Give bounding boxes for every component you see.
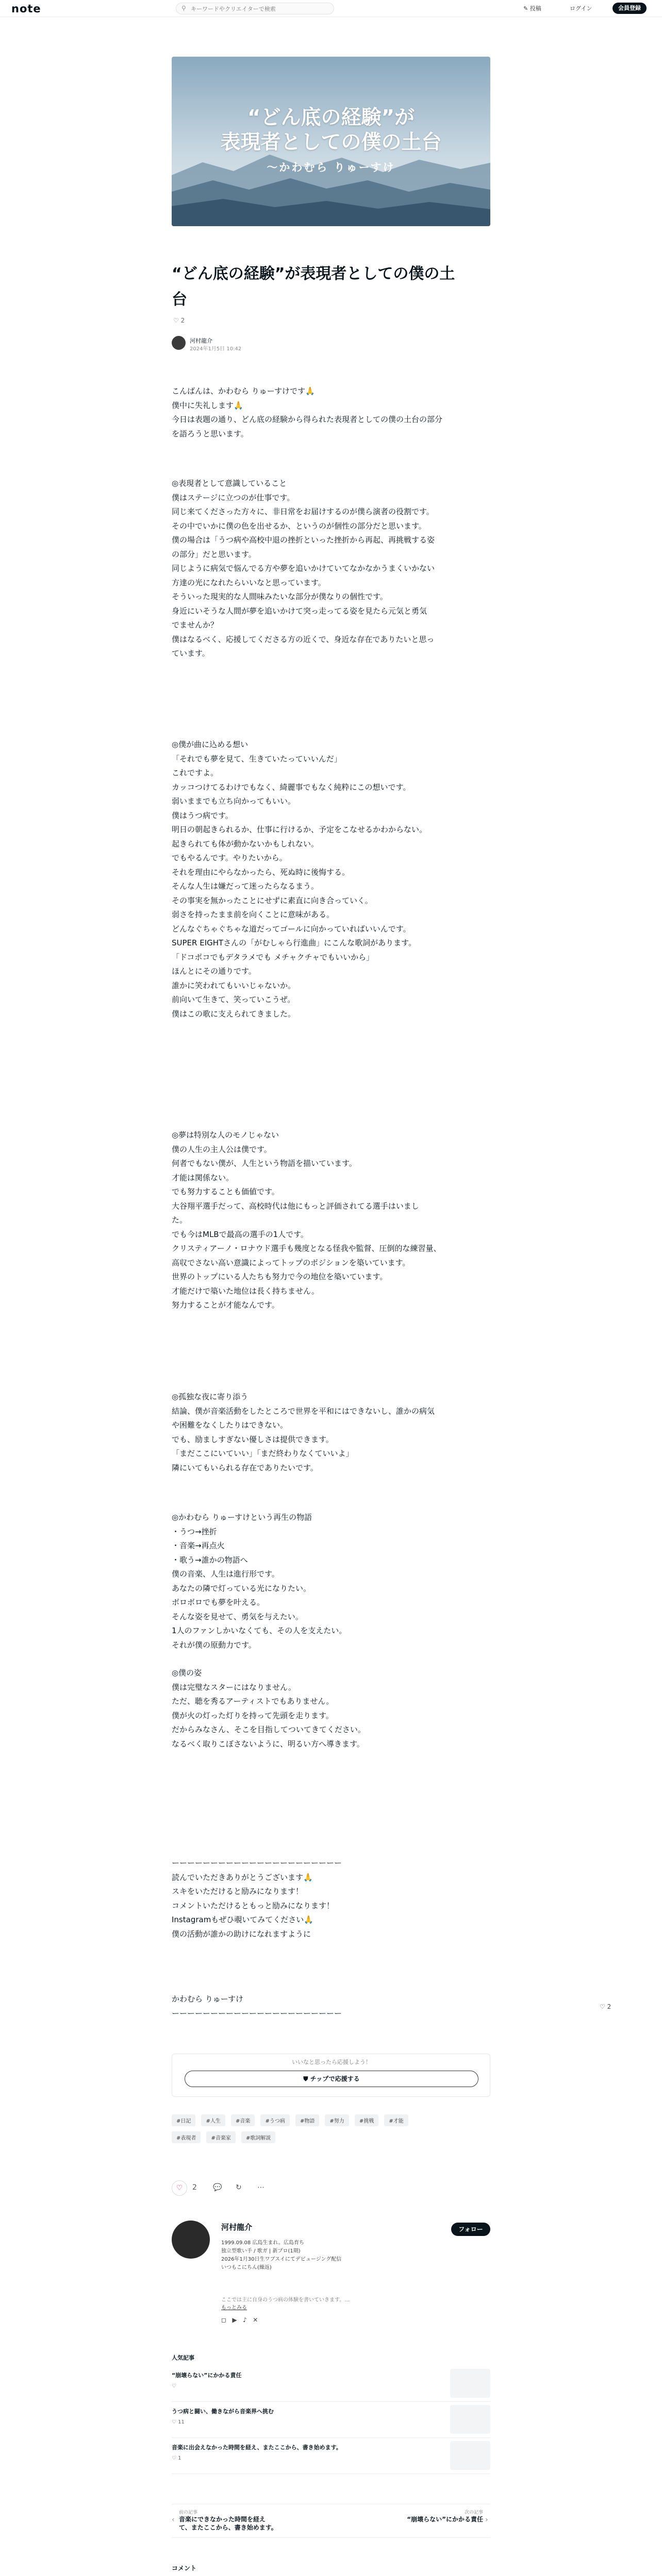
hero-subtitle: 〜かわむら りゅーすけ [267,161,395,174]
shield-icon: ⛊ [303,2075,308,2082]
section-my-figure: ◎僕の姿 僕は完璧なスターにはなりません。 ただ、聴を秀るアーティストでもありません。 僕が火の灯った灯りを持って先頭を走ります。 だからみなさん、そこを目指してついてきてください。 なるべく取りこぼさないように、明るい方へ導きます。 [172,1668,366,1749]
chevron-right-icon[interactable]: › [485,2516,488,2524]
top-like-count: 2 [180,317,185,324]
profile-name[interactable]: 河村龍介 [221,2223,253,2232]
author-name[interactable]: 河村龍介 [190,337,212,344]
hashtag[interactable]: #才能 [384,2114,408,2126]
hashtag[interactable]: #音楽 [231,2114,255,2126]
publish-date: 2024年1月5日 10:42 [190,346,242,352]
profile-more-link[interactable]: もっとみる [221,2305,247,2311]
section-dreams: ◎夢は特別な人のモノじゃない 僕の人生の主人公は僕です。 何者でもない僕が、人生という物語を描いています。 才能は関係ない。 でも努力することも価値です。 大谷翔平選手だって、高校時代は他にもっと評価されてる選手はいまし た。 でも今はMLBで最高の選手の1人です。 クリスティアーノ・ロナウド選手も幾度となる怪我や監督、圧倒的な練習量、 高収でさない高い意識によってトップのポジションを築いています。 世界のトップにいる人たちも努力で今の地位を築いています。 才能だけで築いた地位は長く持ちません。 努力することが才能なんです。 [172,1130,441,1310]
search-input[interactable] [191,5,325,13]
heart-icon: ♡ [173,317,179,324]
search-box[interactable] [176,3,334,14]
popular-title: 音楽に出会えなかった時間を経え、またここから、書き始めます。 [172,2444,342,2451]
popular-thumbnail [450,2369,490,2398]
hashtag[interactable]: #努力 [325,2114,349,2126]
article-title-line2: 台 [172,291,187,309]
profile-bio-excerpt: ここでは主に自身のうつ病の体験を書いていきます。… [221,2297,350,2303]
section-expression: ◎表現者として意識していること 僕はステージに立つのが仕事です。 同じ来てくださった方々に、非日常をお届けするのが僕ら演者の役割です。 その中でいかに僕の色を出せるか、というのが個性の部分だと思います。 僕の場合は「うつ病や高校中退の挫折といった挫折から再起、再挑戦する姿 の部分」だと思います。 同じように病気で悩んでる方や夢を追いかけていてなかなかうまくいかない 方達の光になれたらいいなと思っています。 そういった現実的な人間味みたいな部分が僕なりの個性です。 身近にいそうな人間が夢を追いかけて突っ走ってる姿を見たら元気と勇気 でませんか？ 僕はなるべく、応援してくださる方の近くで、身近な存在でありたいと思っ ています。 [172,479,435,658]
popular-item[interactable] [172,2366,490,2402]
tiktok-icon[interactable]: ♪ [243,2316,247,2324]
instagram-icon[interactable]: ◻ [221,2316,226,2324]
hashtag[interactable]: #日記 [172,2114,195,2126]
search-icon: ⚲ [181,5,186,12]
popular-thumbnail [450,2441,490,2470]
hashtag[interactable]: #挑戦 [355,2114,378,2126]
hero-title-line1: “どん底の経験”が [247,106,415,129]
popular-item[interactable] [172,2438,490,2474]
signup-button[interactable]: 会員登録 [613,3,647,14]
follow-button[interactable]: フォロー [451,2223,490,2236]
hashtag[interactable]: #物語 [295,2114,319,2126]
hero-title [172,106,490,155]
post-label: 投稿 [529,5,541,12]
hashtag[interactable]: #音楽家 [206,2131,235,2143]
post-button[interactable] [523,4,541,12]
popular-likes: ♡ 1 [172,2455,181,2461]
article-actions [172,2180,490,2196]
article-navigation [172,2504,490,2538]
tip-button-label: チップで応援する [310,2075,360,2082]
hero-image [172,57,490,226]
pencil-icon: ✎ [523,5,528,12]
side-like-button[interactable]: ♡ 2 [600,2003,611,2010]
comment-icon[interactable]: 💬 [213,2183,222,2192]
hashtag[interactable]: #うつ病 [260,2114,289,2126]
section-lonely-night: ◎孤独な夜に寄り添う 結論、僕が音楽活動をしたところで世界を平和にはできないし、誰かの病気 や困難をなくしたりはできない。 でも、励ましすぎない優しさは提供できます。 「まだここにいていい」「まだ終わりなくていいよ」 隣にいてもいられる存在でありたいです。 [172,1392,435,1472]
author-profile [172,2216,490,2324]
login-button[interactable]: ログイン [570,5,592,12]
hashtag[interactable]: #表現者 [172,2131,201,2143]
profile-avatar[interactable] [172,2221,210,2259]
top-like-counter[interactable] [173,317,185,324]
author-avatar[interactable] [172,336,186,350]
comment-heading: コメント [172,2565,197,2572]
popular-likes: ♡ [172,2383,176,2389]
popular-item[interactable] [172,2402,490,2438]
x-icon[interactable]: ✕ [253,2316,258,2324]
top-bar [0,0,662,17]
closing-message: ーーーーーーーーーーーーーーーーーーーーーー 読んでいただきありがとうございます🙏 スキをいただけると励みになります！ コメントいただけるともっと励みになります！ Instagramもぜひ覗いてみてください🙏 僕の活動が誰かの助けになれますように [172,1858,342,1939]
section-rebirth-story: ◎かわむら りゅーすけという再生の物語 ・うつ→挫折 ・音楽→再点火 ・歌う→誰かの物語へ 僕の音楽、人生は進行形です。 あなたの隣で灯っている光になりたい。 ボロボロでも夢を叶える。 そんな姿を見せて、勇気を与えたい。 1人のファンしかいなくても、その人を支えたい。 それが僕の原動力です。 [172,1513,347,1650]
popular-title: “崩壊らない”にかかる責任 [172,2372,242,2379]
article-title-line1: “どん底の経験”が表現者としての僕の土 [172,265,455,283]
intro-paragraph: こんばんは、かわむら りゅーすけです🙏 僕中に失礼します🙏 今日は表題の通り、どん底の経験から得られた表現者としての僕の土台の部分 を語ろうと思います。 [172,386,443,438]
hashtag[interactable]: #人生 [201,2114,225,2126]
note-logo[interactable]: note [11,3,41,15]
next-label: 次の記事 [464,2510,483,2515]
youtube-icon[interactable]: ▶ [232,2316,237,2324]
share-icon[interactable]: ↻ [236,2183,242,2192]
popular-title: うつ病と闘い、働きながら音楽界へ挑む [172,2408,274,2415]
sns-links [221,2316,258,2324]
prev-title: 音楽にできなかった時間を経え て、またここから、書き始めます。 [179,2516,277,2531]
chevron-left-icon[interactable]: ‹ [172,2516,175,2524]
next-article-link[interactable] [342,2509,483,2523]
profile-bio: 1999.09.08 広島生まれ。広島育ち 独立型歌い手 / 歌ガ | 新プロ(1期) 2026年1月30日生ワブスイにてデビュージング配信 いつもこにちん(繰返) [221,2240,342,2270]
heart-icon[interactable]: ♡ [172,2180,187,2196]
hero-title-line2: 表現者としての僕の土台 [220,131,442,154]
section-song-feelings: ◎僕が曲に込める想い 「それでも夢を見て、生きていたっていいんだ」 これですよ。 カッコつけてるわけでもなく、綺麗事でもなく純粋にこの想いです。 弱いままでも立ち向かってもいい。 僕はうつ病です。 明日の朝起きられるか、仕事に行けるか、予定をこなせるかわからない。 起きられても体が動かないかもしれない。 でもやるんです。やりたいから。 それを理由にやらなかったら、死ぬ時に後悔する。 そんな人生は嫌だって迷ったらなるまう。 その事実を無かったことにせずに素直に向き合っていく。 弱さを持ったまま前を向くことに意味がある。 どんなぐちゃぐちゃな道だってゴールに向かっていればいいんです。 SUPER EIGHTさんの「がむしゃら行進曲」にこんな歌詞があります。 「ドコポコでもデタラメでも メチャクチャでもいいから」 ほんとにその通りです。 誰かに笑われてもいいじゃないか。 前向いて生きて、笑っていこうぜ。 僕はこの歌に支えられてきました。 [172,740,427,1019]
prev-article-link[interactable] [179,2509,323,2532]
support-label: いいなと思ったら応援しよう！ [292,2059,371,2065]
like-count: 2 [192,2183,197,2192]
popular-likes: ♡ 11 [172,2419,185,2425]
hashtag-list [172,2114,490,2148]
popular-heading: 人気記事 [172,2354,194,2361]
prev-label: 前の記事 [179,2510,198,2515]
next-title: “崩壊らない”にかかる責任 [407,2516,483,2523]
popular-thumbnail [450,2405,490,2434]
tip-button[interactable] [185,2071,478,2087]
article-title [172,261,490,313]
support-box [172,2054,490,2097]
more-icon[interactable]: ⋯ [257,2183,264,2192]
signature: かわむら りゅーすけ ーーーーーーーーーーーーーーーーーーーーーー [172,1994,342,2018]
hashtag[interactable]: #歌詞解説 [241,2131,275,2143]
